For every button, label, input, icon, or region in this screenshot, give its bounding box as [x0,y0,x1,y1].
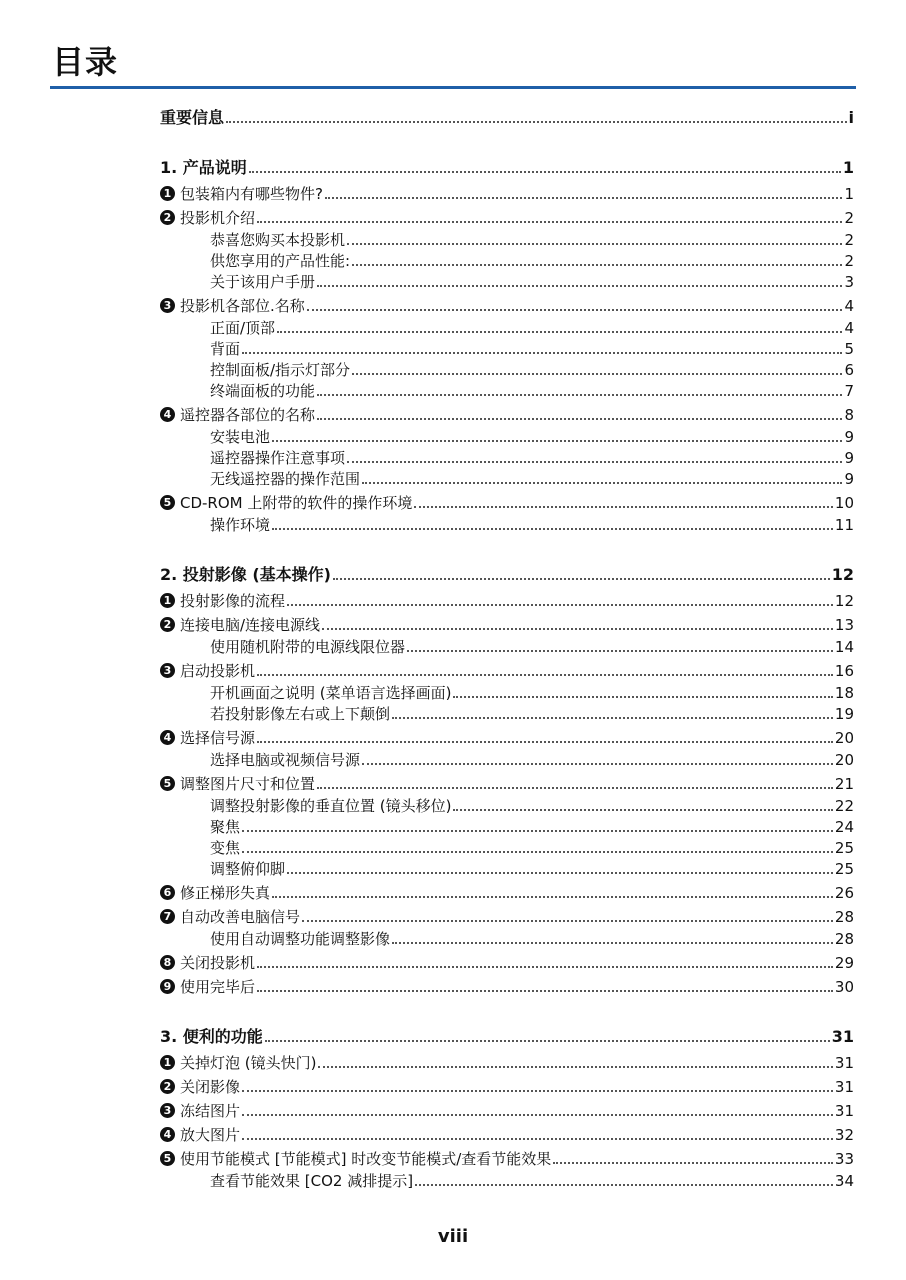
page-number: 18 [834,684,854,702]
dot-leader [272,896,833,898]
section-entry[interactable] [160,295,854,315]
dot-leader [347,243,842,245]
dot-leader [317,787,833,789]
entry-title: 使用自动调整功能调整影像 [210,930,391,948]
entry-title: 修正梯形失真 [180,884,271,902]
number-4-icon: 4 [160,730,175,745]
entry-title: 放大图片 [180,1126,241,1144]
entry-title: 调整图片尺寸和位置 [180,775,316,793]
section-entry[interactable] [160,1148,854,1168]
entry-title: 遥控器各部位的名称 [180,406,316,424]
dot-leader [257,221,842,223]
subsection-entry[interactable] [210,338,854,358]
entry-title: 控制面板/指示灯部分 [210,361,351,379]
dot-leader [307,309,843,311]
section-entry[interactable] [160,183,854,203]
page-title: 目录 [52,43,119,81]
page-number: 2 [844,252,854,270]
page-number: 9 [844,470,854,488]
entry-title: 使用随机附带的电源线限位器 [210,638,406,656]
page-number: 20 [834,751,854,769]
entry-title: 操作环境 [210,516,271,534]
dot-leader [453,696,832,698]
number-6-icon: 6 [160,885,175,900]
section-entry[interactable] [160,882,854,902]
entry-title: 关闭投影机 [180,954,256,972]
entry-title: 选择信号源 [180,729,256,747]
subsection-entry[interactable] [210,703,854,723]
number-1-icon: 1 [160,186,175,201]
dot-leader [249,171,841,173]
page-number: 12 [834,592,854,610]
entry-title: 冻结图片 [180,1102,241,1120]
dot-leader [415,1184,833,1186]
page-number: 31 [831,1027,854,1046]
dot-leader [362,763,833,765]
page-number-footer: viii [437,1226,469,1247]
entry-title: 关于该用户手册 [210,273,316,291]
dot-leader [257,990,833,992]
section-entry[interactable] [160,976,854,996]
page-number: 9 [844,428,854,446]
dot-leader [257,741,833,743]
page-number: 6 [844,361,854,379]
entry-title: 1. 产品说明 [160,158,247,177]
subsection-entry[interactable] [210,359,854,379]
number-2-icon: 2 [160,210,175,225]
entry-title: 聚焦 [210,818,241,836]
subsection-entry[interactable] [210,317,854,337]
page-number: 8 [844,406,854,424]
page-number: 1 [844,185,854,203]
page-number: 28 [834,908,854,926]
dot-leader [347,461,842,463]
section-entry[interactable] [160,590,854,610]
entry-title: CD-ROM 上附带的软件的操作环境 [180,494,413,512]
entry-title: 2. 投射影像 (基本操作) [160,565,331,584]
number-4-icon: 4 [160,1127,175,1142]
subsection-entry[interactable] [210,928,854,948]
page-number: 28 [834,930,854,948]
number-7-icon: 7 [160,909,175,924]
subsection-entry[interactable] [210,447,854,467]
section-entry[interactable] [160,773,854,793]
entry-title: 查看节能效果 [CO2 减排提示] [210,1172,414,1190]
dot-leader [277,331,842,333]
number-3-icon: 3 [160,1103,175,1118]
dot-leader [453,809,832,811]
number-5-icon: 5 [160,776,175,791]
section-entry[interactable] [160,1100,854,1120]
subsection-entry[interactable] [210,795,854,815]
page-number: 16 [834,662,854,680]
section-entry[interactable] [160,952,854,972]
page-number: 30 [834,978,854,996]
entry-title: 使用节能模式 [节能模式] 时改变节能模式/查看节能效果 [180,1150,552,1168]
dot-leader [257,674,833,676]
entry-title: 关掉灯泡 (镜头快门) [180,1054,317,1072]
chapter-heading[interactable] [160,564,854,584]
chapter-heading[interactable] [160,107,854,127]
subsection-entry[interactable] [210,816,854,836]
dot-leader [272,440,842,442]
section-entry[interactable] [160,614,854,634]
entry-title: 若投射影像左右或上下颠倒 [210,705,391,723]
page-number: 7 [844,382,854,400]
entry-title: 连接电脑/连接电源线 [180,616,321,634]
subsection-entry[interactable] [210,682,854,702]
section-entry[interactable] [160,1124,854,1144]
dot-leader [242,1114,833,1116]
entry-title: 重要信息 [160,108,225,127]
entry-title: 包装箱内有哪些物件? [180,185,323,203]
page-number: 21 [834,775,854,793]
dot-leader [257,966,833,968]
subsection-entry[interactable] [210,1170,854,1190]
page-number: 32 [834,1126,854,1144]
dot-leader [287,872,833,874]
page-number: 4 [844,297,854,315]
section-entry[interactable] [160,1076,854,1096]
section-entry[interactable] [160,660,854,680]
section-entry[interactable] [160,906,854,926]
dot-leader [392,717,833,719]
entry-title: 投影机各部位.名称 [180,297,305,315]
page-number: 19 [834,705,854,723]
page-number: 2 [844,231,854,249]
page-number: 4 [844,319,854,337]
page-number: 31 [834,1102,854,1120]
page-number: 31 [834,1054,854,1072]
subsection-entry[interactable] [210,271,854,291]
dot-leader [317,285,842,287]
entry-title: 供您享用的产品性能: [210,252,351,270]
subsection-entry[interactable] [210,837,854,857]
subsection-entry[interactable] [210,426,854,446]
number-3-icon: 3 [160,663,175,678]
entry-title: 投射影像的流程 [180,592,286,610]
entry-title: 安装电池 [210,428,271,446]
number-3-icon: 3 [160,298,175,313]
dot-leader [242,1138,833,1140]
subsection-entry[interactable] [210,858,854,878]
page-number: 2 [844,209,854,227]
entry-title: 选择电脑或视频信号源 [210,751,361,769]
dot-leader [318,1066,832,1068]
entry-title: 投影机介绍 [180,209,256,227]
page-number: 5 [844,340,854,358]
dot-leader [325,197,842,199]
section-entry[interactable] [160,727,854,747]
entry-title: 使用完毕后 [180,978,256,996]
chapter-heading[interactable] [160,1026,854,1046]
subsection-entry[interactable] [210,749,854,769]
number-1-icon: 1 [160,1055,175,1070]
dot-leader [333,578,830,580]
subsection-entry[interactable] [210,229,854,249]
dot-leader [242,851,833,853]
entry-title: 启动投影机 [180,662,256,680]
dot-leader [302,920,833,922]
dot-leader [362,482,842,484]
entry-title: 无线遥控器的操作范围 [210,470,361,488]
chapter-heading[interactable] [160,157,854,177]
dot-leader [392,942,833,944]
entry-title: 关闭影像 [180,1078,241,1096]
number-5-icon: 5 [160,495,175,510]
dot-leader [272,528,833,530]
dot-leader [317,394,842,396]
entry-title: 遥控器操作注意事项 [210,449,346,467]
page-number: 24 [834,818,854,836]
page-number: 29 [834,954,854,972]
entry-title: 背面 [210,340,241,358]
page-number: 26 [834,884,854,902]
entry-title: 变焦 [210,839,241,857]
page-number: 25 [834,860,854,878]
number-2-icon: 2 [160,617,175,632]
dot-leader [242,830,833,832]
dot-leader [242,352,842,354]
dot-leader [242,1090,833,1092]
entry-title: 正面/顶部 [210,319,276,337]
dot-leader [553,1162,833,1164]
dot-leader [287,604,833,606]
entry-title: 终端面板的功能 [210,382,316,400]
entry-title: 开机画面之说明 (菜单语言选择画面) [210,684,452,702]
subsection-entry[interactable] [210,468,854,488]
dot-leader [352,373,842,375]
section-entry[interactable] [160,492,854,512]
subsection-entry[interactable] [210,514,854,534]
dot-leader [265,1040,830,1042]
section-entry[interactable] [160,404,854,424]
number-2-icon: 2 [160,1079,175,1094]
page-number: 20 [834,729,854,747]
page-number: 22 [834,797,854,815]
page-number: 33 [834,1150,854,1168]
number-9-icon: 9 [160,979,175,994]
page-number: 31 [834,1078,854,1096]
page-number: 10 [834,494,854,512]
page-number: 14 [834,638,854,656]
dot-leader [407,650,833,652]
page-number: 25 [834,839,854,857]
page-number: 11 [834,516,854,534]
entry-title: 3. 便利的功能 [160,1027,263,1046]
subsection-entry[interactable] [210,250,854,270]
page-number: 34 [834,1172,854,1190]
dot-leader [317,418,842,420]
dot-leader [322,628,833,630]
dot-leader [226,121,847,123]
page-number: 3 [844,273,854,291]
page-number: 9 [844,449,854,467]
page-number: 13 [834,616,854,634]
page-number: i [848,108,854,127]
number-5-icon: 5 [160,1151,175,1166]
entry-title: 恭喜您购买本投影机 [210,231,346,249]
subsection-entry[interactable] [210,636,854,656]
number-4-icon: 4 [160,407,175,422]
dot-leader [352,264,842,266]
section-entry[interactable] [160,207,854,227]
page-number: 12 [831,565,854,584]
section-entry[interactable] [160,1052,854,1072]
entry-title: 调整俯仰脚 [210,860,286,878]
subsection-entry[interactable] [210,380,854,400]
entry-title: 调整投射影像的垂直位置 (镜头移位) [210,797,452,815]
number-1-icon: 1 [160,593,175,608]
page-number: 1 [842,158,854,177]
entry-title: 自动改善电脑信号 [180,908,301,926]
dot-leader [414,506,833,508]
number-8-icon: 8 [160,955,175,970]
